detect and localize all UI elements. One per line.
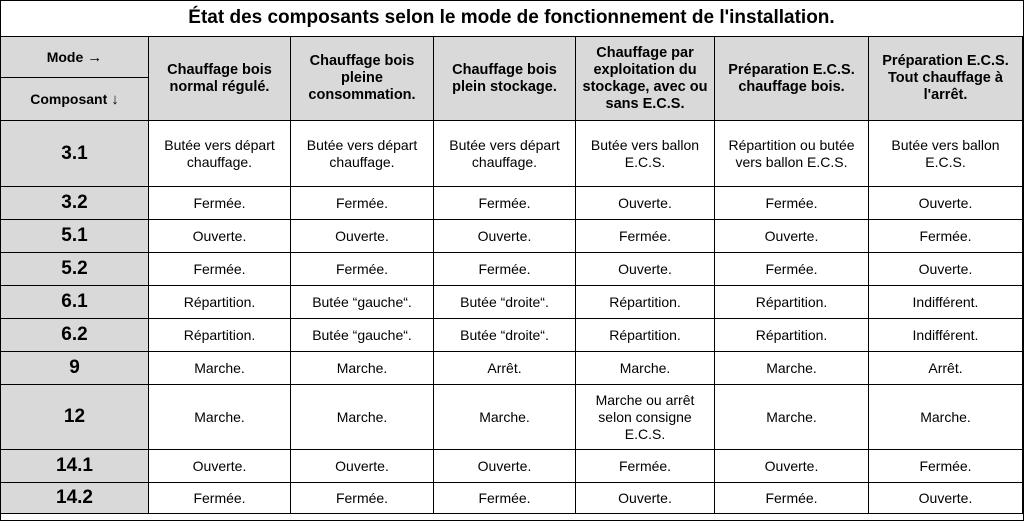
mode-label: Mode bbox=[46, 48, 84, 65]
table-cell: Fermée. bbox=[149, 483, 291, 514]
row-header: 14.2 bbox=[1, 483, 149, 514]
table-cell: Marche. bbox=[149, 385, 291, 450]
table-cell: Répartition. bbox=[576, 286, 715, 319]
table-cell: Répartition. bbox=[149, 286, 291, 319]
table-row bbox=[1, 121, 1023, 187]
table-cell: Répartition ou butée vers ballon E.C.S. bbox=[715, 121, 869, 187]
table-cell: Marche. bbox=[149, 352, 291, 385]
table-cell: Indifférent. bbox=[869, 319, 1023, 352]
table-cell: Fermée. bbox=[576, 220, 715, 253]
table-row bbox=[1, 385, 1023, 450]
table-cell: Répartition. bbox=[715, 286, 869, 319]
table-cell: Arrêt. bbox=[434, 352, 576, 385]
table-cell: Ouverte. bbox=[434, 220, 576, 253]
row-header: 12 bbox=[1, 385, 149, 450]
row-header: 5.1 bbox=[1, 220, 149, 253]
table-cell: Butée “droite“. bbox=[434, 319, 576, 352]
header-row-mode bbox=[1, 37, 1023, 78]
column-header: Préparation E.C.S. chauffage bois. bbox=[715, 37, 869, 121]
row-header: 5.2 bbox=[1, 253, 149, 286]
table-cell: Répartition. bbox=[715, 319, 869, 352]
table-row bbox=[1, 319, 1023, 352]
table-cell: Butée “gauche“. bbox=[291, 319, 434, 352]
table-cell: Répartition. bbox=[576, 319, 715, 352]
table-row bbox=[1, 286, 1023, 319]
column-header: Chauffage bois plein stockage. bbox=[434, 37, 576, 121]
table-cell: Fermée. bbox=[149, 187, 291, 220]
row-header: 3.1 bbox=[1, 121, 149, 187]
table-cell: Ouverte. bbox=[291, 450, 434, 483]
row-header: 9 bbox=[1, 352, 149, 385]
table-cell: Fermée. bbox=[291, 483, 434, 514]
column-header: Préparation E.C.S. Tout chauffage à l'arrêt. bbox=[869, 37, 1023, 121]
table-cell: Butée vers départ chauffage. bbox=[291, 121, 434, 187]
title-row bbox=[1, 0, 1023, 37]
table-cell: Butée vers départ chauffage. bbox=[434, 121, 576, 187]
table-title: État des composants selon le mode de fonctionnement de l'installation. bbox=[1, 0, 1023, 37]
table-cell: Fermée. bbox=[434, 187, 576, 220]
table-row bbox=[1, 187, 1023, 220]
table-cell: Fermée. bbox=[291, 187, 434, 220]
column-header: Chauffage par exploitation du stockage, avec ou sans E.C.S. bbox=[576, 37, 715, 121]
table-cell: Butée “gauche“. bbox=[291, 286, 434, 319]
mode-header-cell bbox=[1, 37, 149, 78]
table-cell: Fermée. bbox=[576, 450, 715, 483]
table-row bbox=[1, 450, 1023, 483]
table-cell: Indifférent. bbox=[869, 286, 1023, 319]
table-cell: Fermée. bbox=[715, 253, 869, 286]
table-cell: Ouverte. bbox=[715, 220, 869, 253]
table-cell: Butée “droite“. bbox=[434, 286, 576, 319]
table-cell: Ouverte. bbox=[576, 187, 715, 220]
table-cell: Fermée. bbox=[434, 253, 576, 286]
table-cell: Ouverte. bbox=[715, 450, 869, 483]
table-row bbox=[1, 253, 1023, 286]
table-cell: Fermée. bbox=[715, 187, 869, 220]
table-cell: Butée vers ballon E.C.S. bbox=[869, 121, 1023, 187]
table-cell: Fermée. bbox=[291, 253, 434, 286]
table-cell: Ouverte. bbox=[149, 220, 291, 253]
arrow-right-icon: → bbox=[87, 48, 103, 66]
table-cell: Fermée. bbox=[869, 220, 1023, 253]
table-cell: Ouverte. bbox=[434, 450, 576, 483]
table-cell: Répartition. bbox=[149, 319, 291, 352]
table-cell: Marche. bbox=[576, 352, 715, 385]
row-header: 3.2 bbox=[1, 187, 149, 220]
column-header: Chauffage bois normal régulé. bbox=[149, 37, 291, 121]
table-row bbox=[1, 483, 1023, 514]
component-label: Composant bbox=[30, 90, 108, 107]
table-cell: Ouverte. bbox=[576, 483, 715, 514]
table-cell: Ouverte. bbox=[869, 253, 1023, 286]
table-cell: Marche. bbox=[715, 352, 869, 385]
table-cell: Marche. bbox=[291, 385, 434, 450]
row-header: 6.2 bbox=[1, 319, 149, 352]
arrow-down-icon: ↓ bbox=[111, 90, 119, 108]
table-cell: Marche. bbox=[869, 385, 1023, 450]
table-cell: Ouverte. bbox=[576, 253, 715, 286]
column-header: Chauffage bois pleine consommation. bbox=[291, 37, 434, 121]
table-row bbox=[1, 352, 1023, 385]
row-header: 14.1 bbox=[1, 450, 149, 483]
table-cell: Fermée. bbox=[715, 483, 869, 514]
table-cell: Fermée. bbox=[869, 450, 1023, 483]
table-cell: Ouverte. bbox=[869, 483, 1023, 514]
table-cell: Marche ou arrêt selon consigne E.C.S. bbox=[576, 385, 715, 450]
table-cell: Arrêt. bbox=[869, 352, 1023, 385]
table-cell: Fermée. bbox=[434, 483, 576, 514]
table-cell: Marche. bbox=[434, 385, 576, 450]
table-cell: Butée vers départ chauffage. bbox=[149, 121, 291, 187]
row-header: 6.1 bbox=[1, 286, 149, 319]
table-cell: Butée vers ballon E.C.S. bbox=[576, 121, 715, 187]
table-row bbox=[1, 220, 1023, 253]
component-header-cell bbox=[1, 78, 149, 121]
table-cell: Ouverte. bbox=[149, 450, 291, 483]
table-cell: Marche. bbox=[715, 385, 869, 450]
table-cell: Marche. bbox=[291, 352, 434, 385]
table-cell: Ouverte. bbox=[291, 220, 434, 253]
table-cell: Fermée. bbox=[149, 253, 291, 286]
table-cell: Ouverte. bbox=[869, 187, 1023, 220]
